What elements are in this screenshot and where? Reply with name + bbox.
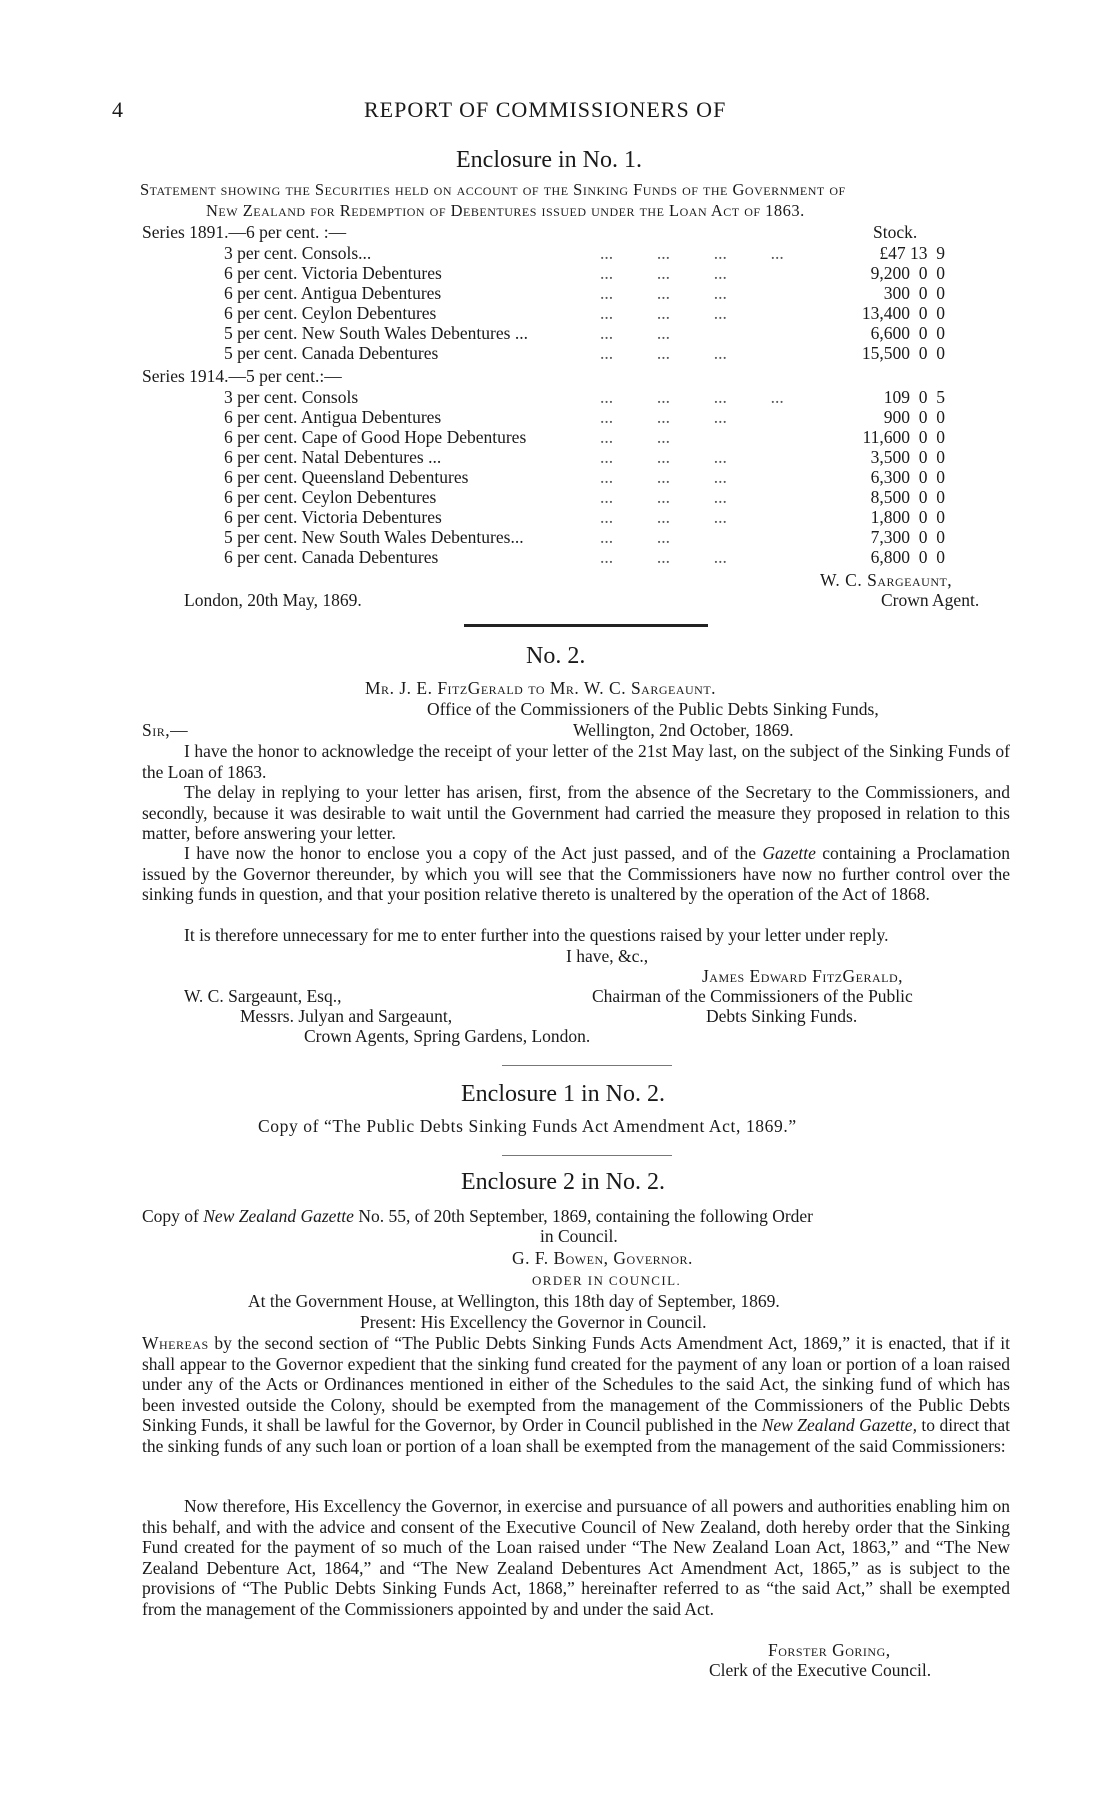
stock-label: 3 per cent. Consols... [224,243,372,263]
running-head: REPORT OF COMMISSIONERS OF [364,97,727,122]
paragraph: The delay in replying to your letter has arisen, first, from the absence of the Secretary to the Commissioners, and secondly, because it was desirable to wait until the Government had carried the measure they proposed in relation to this matter, before answering your letter. [142,782,1010,843]
dot-leaders: ... ... ... [600,303,727,323]
stock-amount: 7,300 0 0 [870,527,945,547]
stock-label: 6 per cent. Ceylon Debentures [224,303,437,323]
dot-leaders: ... ... [600,323,670,343]
page-number: 4 [112,97,123,122]
addressee: Crown Agents, Spring Gardens, London. [304,1026,591,1046]
series-heading: Series 1891.—6 per cent. :— [142,222,347,242]
stock-amount: 11,600 0 0 [862,427,945,447]
stock-label: 6 per cent. Antigua Debentures [224,283,442,303]
stock-amount: £47 13 9 [879,243,945,263]
stock-amount: 13,400 0 0 [861,303,945,323]
dot-leaders: ... ... ... [600,343,727,363]
stock-amount: 109 0 5 [883,387,945,407]
dot-leaders: ... ... ... [600,283,727,303]
stock-label: 5 per cent. Canada Debentures [224,343,439,363]
stock-row [0,467,1114,487]
dot-leaders: ... ... ... [600,547,727,567]
enclosure-heading: Enclosure 2 in No. 2. [461,1169,665,1195]
stock-amount: 3,500 0 0 [870,447,945,467]
stock-label: 6 per cent. Natal Debentures ... [224,447,442,467]
stock-header: Stock. [873,222,918,242]
series-heading: Series 1914.—5 per cent.:— [142,366,342,386]
stock-row [0,527,1114,547]
stock-amount: 15,500 0 0 [861,343,945,363]
stock-amount: 900 0 0 [883,407,945,427]
signer-title: Chairman of the Commissioners of the Public [592,986,913,1006]
stock-row [0,427,1114,447]
place-date: London, 20th May, 1869. [184,590,362,610]
addressee: W. C. Sargeaunt, Esq., [184,986,342,1006]
enclosure-heading: Enclosure in No. 1. [456,147,642,173]
paragraph: It is therefore unnecessary for me to enter further into the questions raised by your letter under reply. [184,925,889,945]
clerk: Forster Goring, [768,1640,891,1660]
clerk-title: Clerk of the Executive Council. [709,1660,932,1680]
stock-row [0,323,1114,343]
whereas-paragraph: Whereas by the second section of “The Public Debts Sinking Funds Acts Amendment Act, 1869,” it is enacted, that if it shall appear to the Governor expedient that the sinking fund created for the payment of any loan or portion of a loan raised under any of the Acts or Ordinances mentioned in either of the Schedules to the said Act, the sinking fund of which has been invested outside the Colony, should be exempted from the management of the Commissioners of the Public Debts Sinking Funds, it shall be lawful for the Governor, by Order in Council published in the New Zealand Gazette, to direct that the sinking funds of any such loan or portion of a loan shall be exempted from the management of the said Commissioners: [142,1333,1011,1456]
stock-row [0,283,1114,303]
stock-row [0,263,1114,283]
dot-leaders: ... ... ... [600,263,727,283]
signature-title: Crown Agent. [881,590,980,610]
stock-label: 6 per cent. Queensland Debentures [224,467,469,487]
dot-leaders: ... ... ... [600,467,727,487]
stock-row [0,447,1114,467]
signer: James Edward FitzGerald, [702,966,903,986]
stock-amount: 6,300 0 0 [870,467,945,487]
stock-amount: 8,500 0 0 [870,487,945,507]
stock-label: 5 per cent. New South Wales Debentures... [224,527,524,547]
letter-date: Wellington, 2nd October, 1869. [573,720,794,740]
letter-from-to: Mr. J. E. FitzGerald to Mr. W. C. Sargeaunt. [365,678,717,698]
enclosure-heading: Enclosure 1 in No. 2. [461,1081,665,1107]
stock-label: 6 per cent. Antigua Debentures [224,407,442,427]
stock-amount: 6,800 0 0 [870,547,945,567]
stock-row [0,343,1114,363]
stock-label: 5 per cent. New South Wales Debentures ... [224,323,528,343]
dot-leaders: ... ... ... [600,447,727,467]
stock-label: 6 per cent. Victoria Debentures [224,263,442,283]
letter-heading: No. 2. [526,643,586,669]
stock-label: 6 per cent. Canada Debentures [224,547,439,567]
copy-line: Copy of New Zealand Gazette No. 55, of 20th September, 1869, containing the following Order [142,1206,814,1226]
statement-line: New Zealand for Redemption of Debentures issued under the Loan Act of 1863. [206,201,805,220]
dot-leaders: ... ... ... [600,507,727,527]
closing: I have, &c., [566,946,649,966]
addressee: Messrs. Julyan and Sargeaunt, [240,1006,453,1026]
stock-label: 3 per cent. Consols [224,387,359,407]
stock-amount: 300 0 0 [883,283,945,303]
stock-label: 6 per cent. Victoria Debentures [224,507,442,527]
now-therefore-paragraph: Now therefore, His Excellency the Governor, in exercise and pursuance of all powers and authorities enabling him on this behalf, and with the advice and consent of the Executive Council of New Zealand, doth hereby order that the Sinking Fund created for the payment of so much of the Loan raised under “The New Zealand Loan Act, 1863,” and “The New Zealand Debenture Act, 1864,” and “The New Zealand Debentures Act Amendment Act, 1865,” as is subject to the provisions of “The Public Debts Sinking Funds Act, 1868,” hereinafter referred to as “the said Act,” shall be exempted from the management of the Commissioners appointed by and under the said Act. [142,1496,1010,1619]
dot-leaders: ... ... ... ... [600,387,784,407]
enclosure-text: Copy of “The Public Debts Sinking Funds Act Amendment Act, 1869.” [258,1116,797,1136]
stock-row [0,243,1114,263]
dot-leaders: ... ... ... [600,407,727,427]
dot-leaders: ... ... ... [600,487,727,507]
present-line: Present: His Excellency the Governor in Council. [360,1312,707,1332]
order-heading: ORDER IN COUNCIL. [532,1273,682,1288]
paragraph: I have the honor to acknowledge the receipt of your letter of the 21st May last, on the subject of the Sinking Funds of the Loan of 1863. [142,741,1010,782]
statement-line: Statement showing the Securities held on account of the Sinking Funds of the Government of [140,180,846,199]
copy-line: in Council. [540,1226,618,1246]
dot-leaders: ... ... [600,527,670,547]
at-line: At the Government House, at Wellington, this 18th day of September, 1869. [248,1291,780,1311]
dot-leaders: ... ... [600,427,670,447]
stock-row [0,507,1114,527]
divider [502,1065,672,1066]
stock-label: 6 per cent. Cape of Good Hope Debentures [224,427,527,447]
signature: W. C. Sargeaunt, [820,570,953,590]
paragraph: I have now the honor to enclose you a copy of the Act just passed, and of the Gazette containing a Proclamation issued by the Governor thereunder, by which you will see that the Commissioners have now no further control over the sinking funds in question, and that your position relative thereto is unaltered by the operation of the Act of 1868. [142,843,1011,904]
salutation: Sir,— [142,720,189,740]
stock-amount: 9,200 0 0 [870,263,945,283]
divider [464,624,708,627]
stock-row [0,407,1114,427]
stock-row [0,387,1114,407]
signer-title: Debts Sinking Funds. [706,1006,858,1026]
stock-amount: 6,600 0 0 [870,323,945,343]
divider [502,1155,672,1156]
stock-row [0,547,1114,567]
stock-amount: 1,800 0 0 [870,507,945,527]
stock-row [0,487,1114,507]
governor: G. F. Bowen, Governor. [512,1248,693,1268]
stock-row [0,303,1114,323]
dot-leaders: ... ... ... ... [600,243,784,263]
office: Office of the Commissioners of the Public Debts Sinking Funds, [427,699,879,719]
stock-label: 6 per cent. Ceylon Debentures [224,487,437,507]
